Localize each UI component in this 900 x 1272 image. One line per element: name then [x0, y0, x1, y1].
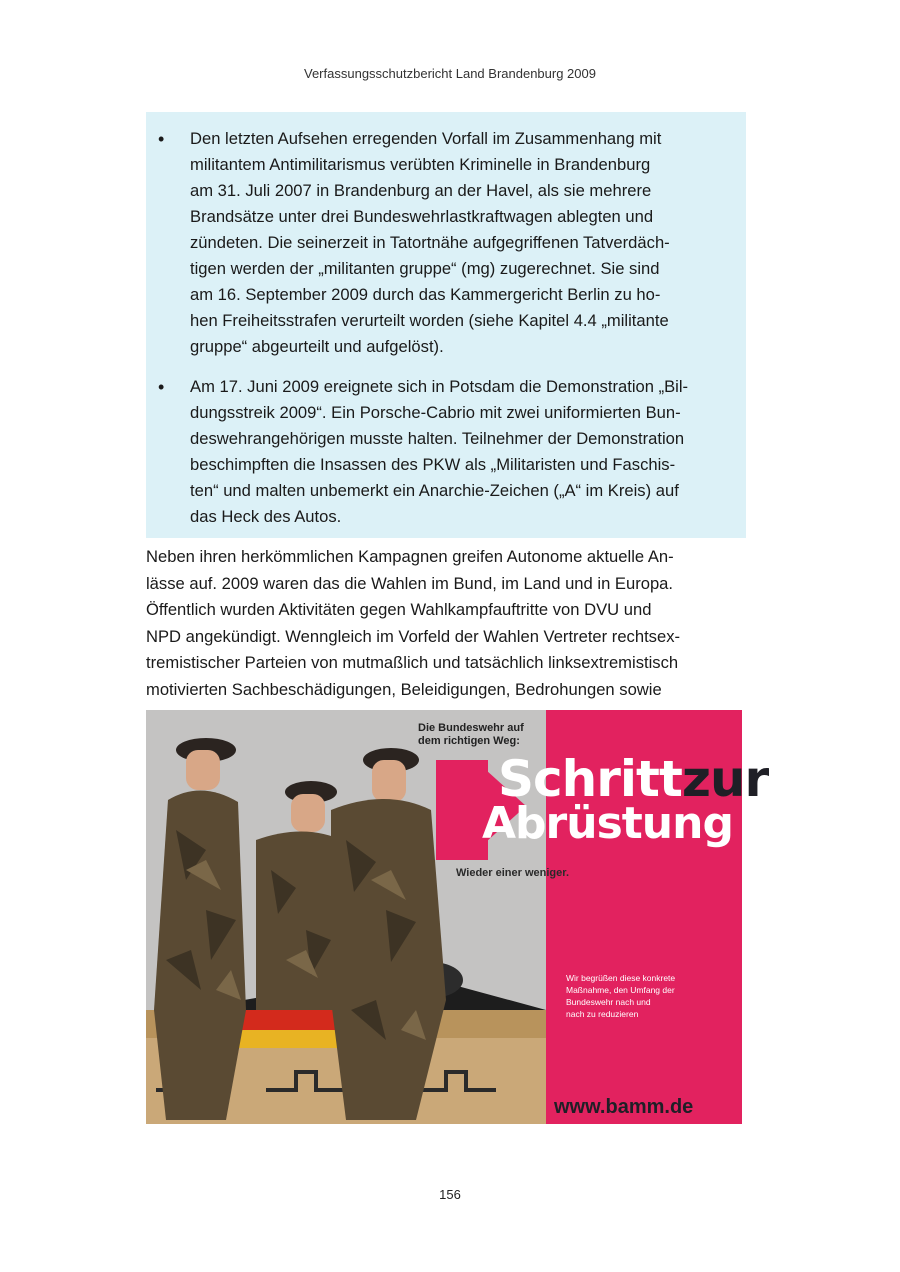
soldier-figure — [154, 738, 246, 1120]
body-paragraph — [146, 544, 746, 703]
bullet-text — [190, 126, 743, 360]
text-line: ten“ und malten unbemerkt ein Anarchie-Zeichen („A“ im Kreis) auf — [190, 481, 679, 500]
text-line: motivierten Sachbeschädigungen, Beleidigungen, Bedrohungen sowie — [146, 679, 662, 699]
text-line: gruppe“ abgeurteilt und aufgelöst). — [190, 337, 444, 356]
poster-smallprint-line: Bundeswehr nach und — [566, 997, 651, 1007]
poster-tagline: Wieder einer weniger. — [456, 867, 569, 879]
poster-smallprint-line: Wir begrüßen diese konkrete — [566, 973, 676, 983]
text-line: Den letzten Aufsehen erregenden Vorfall im Zusammenhang mit — [190, 129, 662, 148]
running-header: Verfassungsschutzbericht Land Brandenburg 2009 — [304, 66, 596, 81]
headline-word: Schritt — [498, 750, 682, 808]
soldier-figure — [331, 748, 446, 1120]
text-line: Brandsätze unter drei Bundeswehrlastkraftwagen ablegten und — [190, 207, 654, 226]
text-line: Öffentlich wurden Aktivitäten gegen Wahlkampfauftritte von DVU und — [146, 600, 652, 619]
text-line: deswehrangehörigen musste halten. Teilnehmer der Demonstration — [190, 429, 685, 448]
poster-image — [146, 710, 769, 1124]
bullet-icon: • — [158, 129, 165, 149]
info-box — [146, 112, 746, 538]
text-line: Neben ihren herkömmlichen Kampagnen greifen Autonome aktuelle An- — [146, 547, 674, 566]
poster-url: www.bamm.de — [554, 1096, 694, 1118]
text-line: tremistischer Parteien von mutmaßlich und tatsächlich linksextremistisch — [146, 653, 679, 672]
text-line: militantem Antimilitarismus verübten Kriminelle in Brandenburg — [190, 155, 651, 174]
page-number: 156 — [439, 1187, 461, 1202]
text-line: das Heck des Autos. — [190, 507, 342, 526]
text-line: zündeten. Die seinerzeit in Tatortnähe aufgegriffenen Tatverdäch- — [190, 233, 670, 252]
text-line: dungsstreik 2009“. Ein Porsche-Cabrio mit zwei uniformierten Bun- — [190, 403, 681, 422]
text-line: tigen werden der „militanten gruppe“ (mg) zugerechnet. Sie sind — [190, 259, 660, 278]
text-line: hen Freiheitsstrafen verurteilt worden (siehe Kapitel 4.4 „militante — [190, 311, 669, 330]
text-line: beschimpften die Insassen des PKW als „Militaristen und Faschis- — [190, 455, 676, 474]
poster-intro-line: Die Bundeswehr auf — [418, 722, 524, 734]
poster-intro-line: dem richtigen Weg: — [418, 735, 520, 747]
text-line: Am 17. Juni 2009 ereignete sich in Potsdam die Demonstration „Bil- — [190, 377, 689, 396]
text-line: am 16. September 2009 durch das Kammergericht Berlin zu ho- — [190, 285, 661, 304]
poster-smallprint-line: nach zu reduzieren — [566, 1009, 639, 1019]
bullet-icon: • — [158, 377, 165, 397]
poster-smallprint-line: Maßnahme, den Umfang der — [566, 985, 675, 995]
text-line: NPD angekündigt. Wenngleich im Vorfeld der Wahlen Vertreter rechtsex- — [146, 626, 681, 646]
poster-headline-line2: Abrüstung — [482, 798, 733, 849]
text-line: lässe auf. 2009 waren das die Wahlen im Bund, im Land und in Europa. — [146, 573, 674, 593]
headline-word: zur — [681, 750, 769, 808]
text-line: am 31. Juli 2007 in Brandenburg an der Havel, als sie mehrere — [190, 181, 652, 200]
bullet-text — [190, 374, 743, 530]
